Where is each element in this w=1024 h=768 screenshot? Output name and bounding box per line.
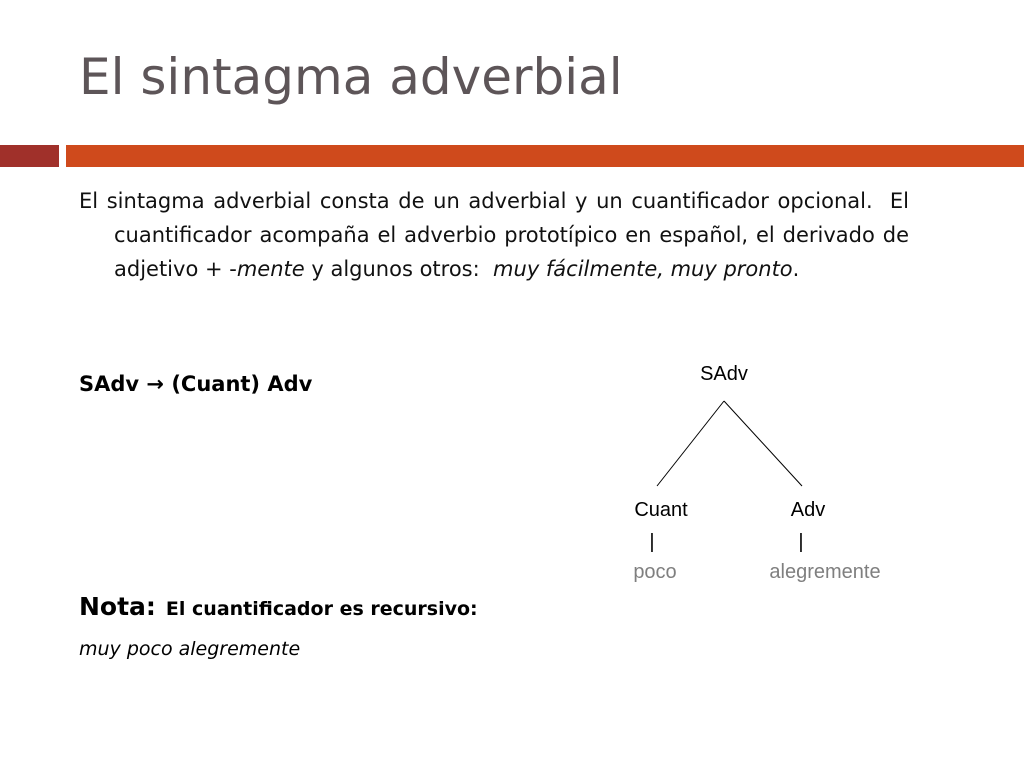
note-example: muy poco alegremente <box>79 638 301 660</box>
note <box>79 594 478 619</box>
paragraph-end: . <box>792 257 800 281</box>
title-accent-bar-left <box>0 145 59 167</box>
slide-title: El sintagma adverbial <box>79 48 623 106</box>
tree-root-label: SAdv <box>700 363 748 385</box>
note-text: El cuantificador es recursivo: <box>165 598 478 620</box>
tree-cuant-connector: | <box>649 531 655 553</box>
note-label: Nota: <box>79 592 156 621</box>
paragraph-examples: muy fácilmente, muy pronto <box>493 257 793 281</box>
tree-cuant-label: Cuant <box>634 499 688 521</box>
body-paragraph <box>79 184 916 286</box>
paragraph-text-1: El sintagma adverbial consta de un adverbial y un cuantificador opcional. El cuantificador acompaña el adverbio prototípico en español, el derivado de adjetivo + - <box>79 189 916 281</box>
paragraph-mente: mente <box>236 257 305 281</box>
tree-cuant-leaf: poco <box>633 561 677 583</box>
tree-branch-left <box>657 401 724 486</box>
title-accent-bar <box>66 145 1024 167</box>
tree-adv-leaf: alegremente <box>769 561 881 583</box>
phrase-structure-rule: SAdv → (Cuant) Adv <box>79 372 313 396</box>
tree-adv-connector: | <box>798 531 804 553</box>
tree-adv-label: Adv <box>790 499 826 521</box>
paragraph-text-2: y algunos otros: <box>304 257 494 281</box>
tree-branch-right <box>724 401 802 486</box>
